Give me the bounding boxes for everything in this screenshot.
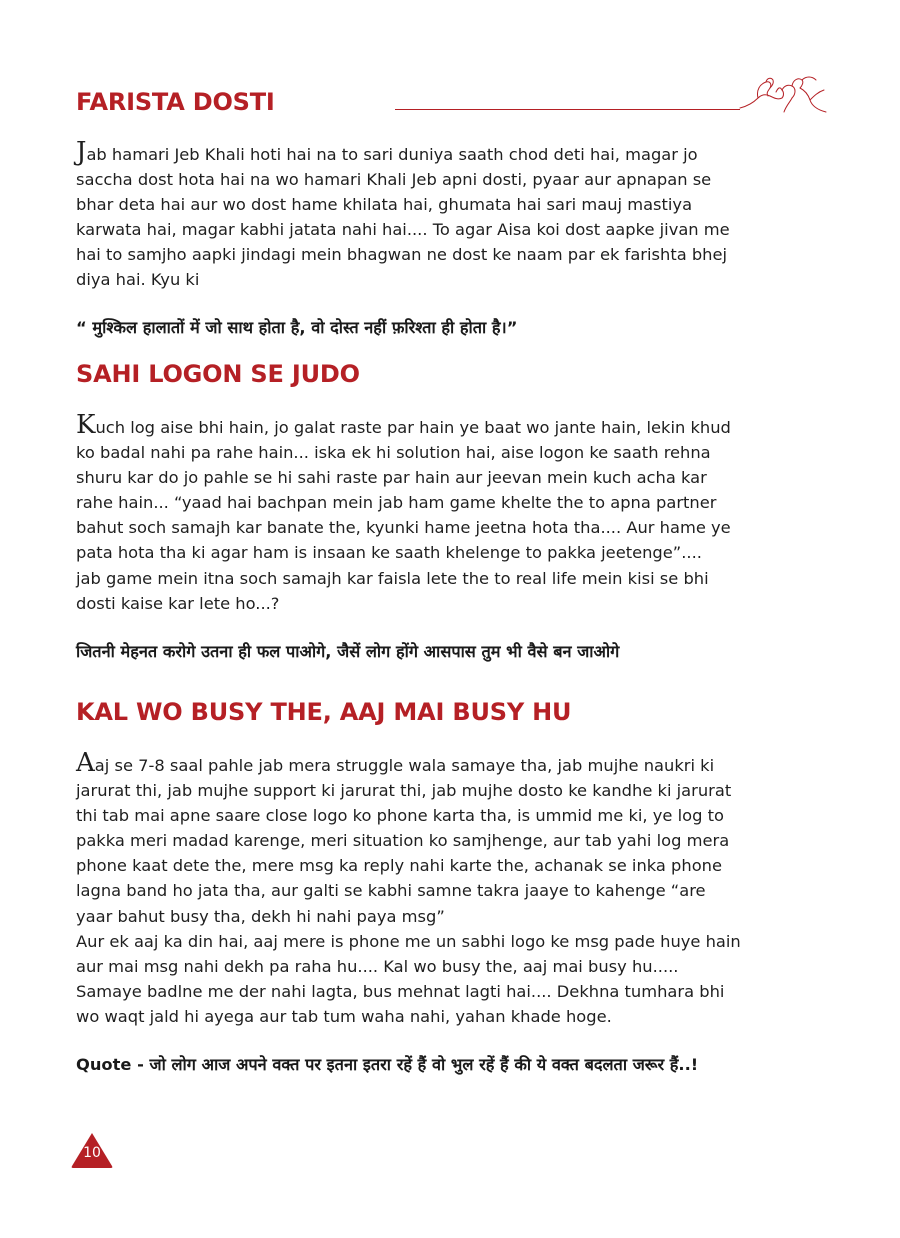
paragraph-line: pata hota tha ki agar ham is insaan ke saath khelenge to pakka jeetenge”.... — [76, 543, 702, 563]
paragraph-kal-wo-busy-the — [76, 748, 825, 1029]
paragraph-line: dosti kaise kar lete ho...? — [76, 593, 280, 613]
paragraph-line: Aur ek aaj ka din hai, aaj mere is phone me un sabhi logo ke msg pade huye hain — [76, 931, 741, 951]
paragraph-line: hai to samjho aapki jindagi mein bhagwan ne dost ke naam par ek farishta bhej — [76, 245, 728, 265]
paragraph-line: shuru kar do jo pahle se hi sahi raste par hain aur jeevan mein kuch acha kar — [76, 468, 707, 488]
paragraph-line: Samaye badlne me der nahi lagta, bus mehnat lagti hai.... Dekhna tumhara bhi — [76, 981, 725, 1001]
paragraph-line: wo waqt jald hi ayega aur tab tum waha nahi, yahan khade hoge. — [76, 1006, 612, 1026]
quote-farista-dosti: “ मुश्किल हालातों में जो साथ होता है, वो दोस्त नहीं फ़रिश्ता ही होता है।” — [76, 318, 518, 337]
paragraph-line: phone kaat dete the, mere msg ka reply nahi karte the, achanak se inka phone — [76, 856, 723, 876]
paragraph-line: karwata hai, magar kabhi jatata nahi hai.... To agar Aisa koi dost aapke jivan me — [76, 220, 730, 240]
paragraph-line: jab game mein itna soch samajh kar faisla lete the to real life mein kisi se bhi — [76, 568, 709, 588]
section-title-kal-wo-busy-the: KAL WO BUSY THE, AAJ MAI BUSY HU — [76, 698, 572, 726]
quote-sahi-logon-se-judo: जितनी मेहनत करोगे उतना ही फल पाओगे, जैसें लोग होंगे आसपास तुम भी वैसे बन जाओगे — [76, 642, 620, 661]
paragraph-line: Aaj se 7-8 saal pahle jab mera struggle wala samaye tha, jab mujhe naukri ki — [76, 748, 715, 778]
paragraph-line: saccha dost hota hai na wo hamari Khali Jeb apni dosti, pyaar aur apnapan se — [76, 170, 712, 190]
paragraph-line: pakka meri madad karenge, meri situation ko samjhenge, aur tab yahi log mera — [76, 831, 730, 851]
paragraph-line: yaar bahut busy tha, dekh hi nahi paya msg” — [76, 906, 445, 926]
pinky-promise-hands-icon — [738, 72, 828, 116]
paragraph-line: Jab hamari Jeb Khali hoti hai na to sari duniya saath chod deti hai, magar jo — [76, 137, 698, 167]
paragraph-line: aur mai msg nahi dekh pa raha hu.... Kal wo busy the, aaj mai busy hu..... — [76, 956, 679, 976]
paragraph-line: thi tab mai apne saare close logo ko phone karta tha, is ummid me ki, ye log to — [76, 806, 724, 826]
paragraph-line: rahe hain... “yaad hai bachpan mein jab ham game khelte the to apna partner — [76, 493, 717, 513]
paragraph-sahi-logon-se-judo — [76, 410, 825, 616]
paragraph-line: bahut soch samajh kar banate the, kyunki hame jeetna hota tha.... Aur hame ye — [76, 518, 731, 538]
paragraph-line: lagna band ho jata tha, aur galti se kabhi samne takra jaaye to kahenge “are — [76, 881, 706, 901]
title-divider-line — [395, 109, 740, 110]
paragraph-line: jarurat thi, jab mujhe support ki jarurat thi, jab mujhe dosto ke kandhe ki jarurat — [76, 781, 732, 801]
dropcap-letter: K — [76, 410, 96, 440]
section-title-sahi-logon-se-judo: SAHI LOGON SE JUDO — [76, 360, 360, 388]
paragraph-line: diya hai. Kyu ki — [76, 270, 200, 290]
quote-kal-wo-busy-the: Quote - जो लोग आज अपने वक्त पर इतना इतरा रहें हैं वो भुल रहें हैं की ये वक्त बदलता जरूर हैं..! — [76, 1055, 699, 1074]
paragraph-farista-dosti — [76, 137, 825, 293]
dropcap-letter: A — [76, 748, 95, 778]
paragraph-line: ko badal nahi pa rahe hain... iska ek hi solution hai, aise logon ke saath rehna — [76, 443, 711, 463]
page-number: 10 — [83, 1145, 101, 1161]
section-title-farista-dosti: FARISTA DOSTI — [76, 88, 275, 116]
paragraph-line: bhar deta hai aur wo dost hame khilata hai, ghumata hai sari mauj mastiya — [76, 195, 693, 215]
paragraph-line: Kuch log aise bhi hain, jo galat raste par hain ye baat wo jante hain, lekin khud — [76, 410, 731, 440]
dropcap-letter: J — [76, 137, 87, 167]
